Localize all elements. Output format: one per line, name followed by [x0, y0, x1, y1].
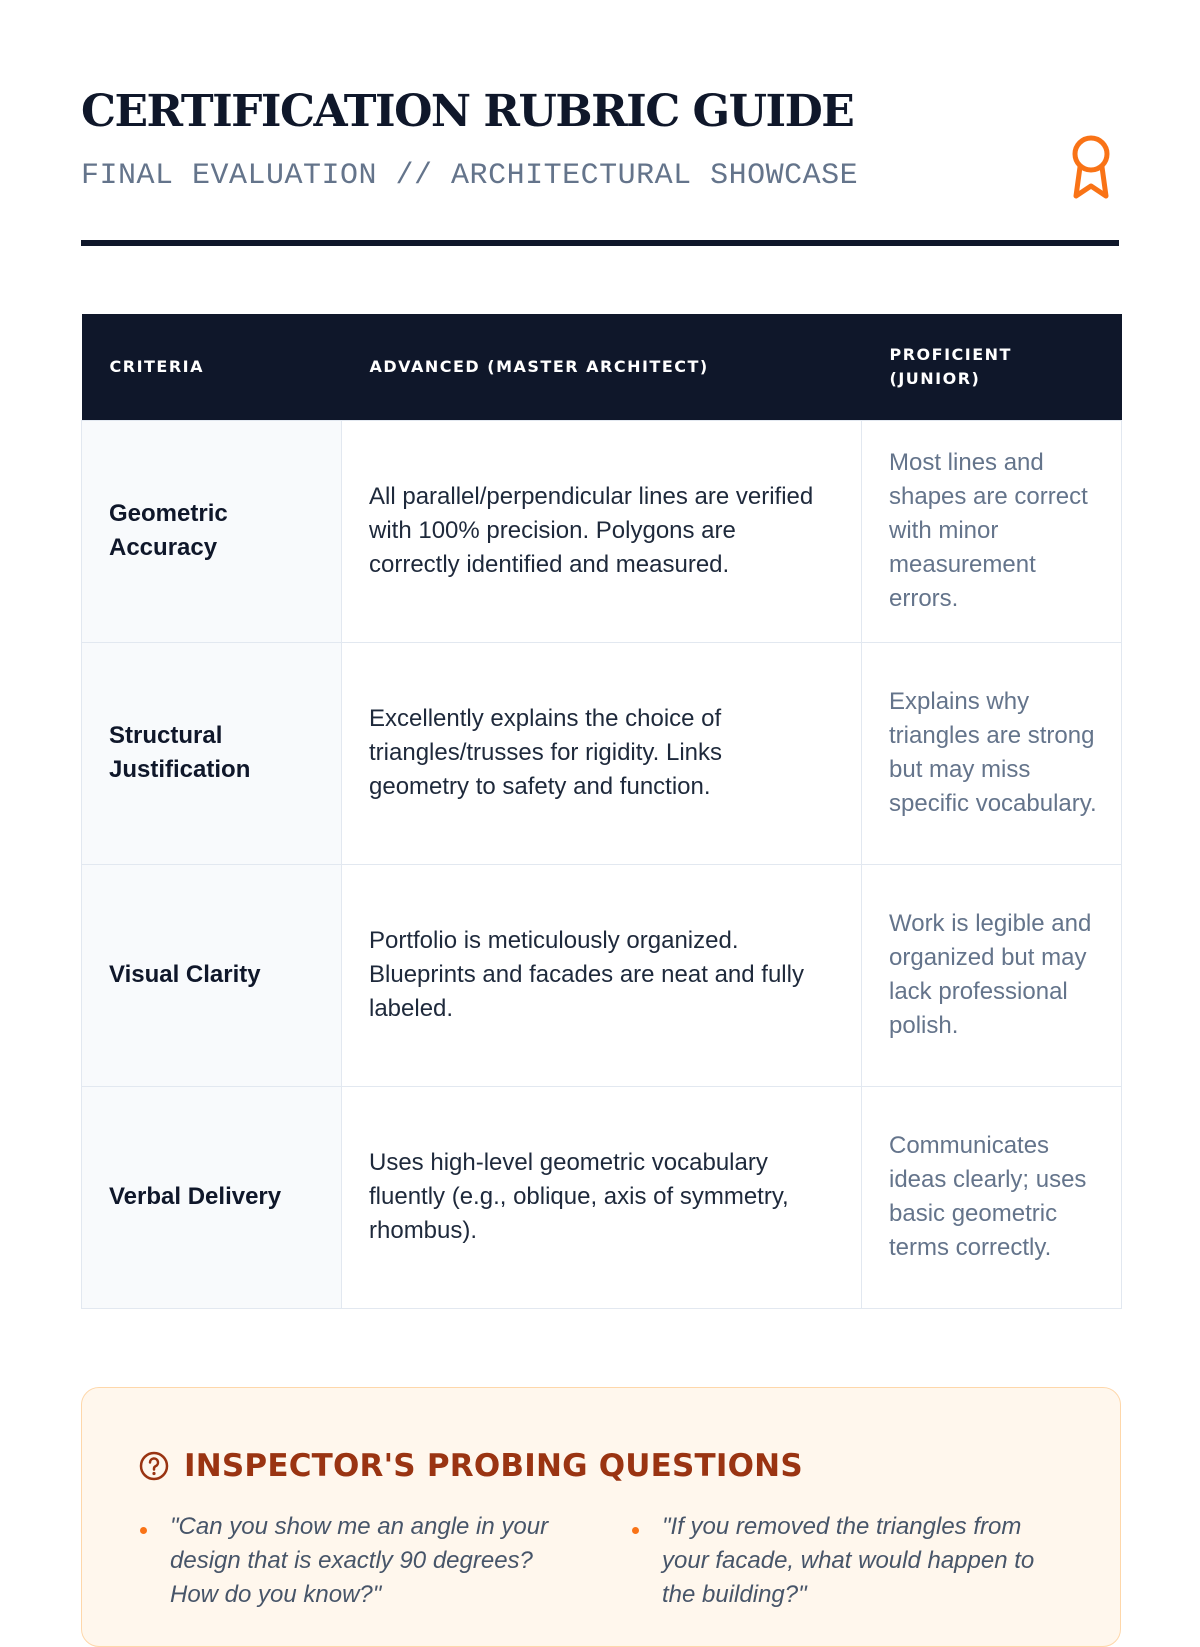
- page-subtitle: FINAL EVALUATION // ARCHITECTURAL SHOWCASE: [81, 159, 859, 193]
- advanced-cell: Portfolio is meticulously organized. Blueprints and facades are neat and fully labeled.: [342, 864, 862, 1086]
- advanced-cell: Uses high-level geometric vocabulary fluently (e.g., oblique, axis of symmetry, rhombus).: [342, 1086, 862, 1308]
- criteria-cell: Structural Justification: [82, 642, 342, 864]
- column-header-proficient: PROFICIENT (JUNIOR): [889, 344, 1012, 388]
- proficient-cell: Communicates ideas clearly; uses basic geometric terms correctly.: [862, 1086, 1122, 1308]
- questions-list: [138, 1510, 1064, 1612]
- column-header-advanced: ADVANCED (MASTER ARCHITECT): [369, 356, 709, 376]
- proficient-cell: Most lines and shapes are correct with minor measurement errors.: [862, 420, 1122, 642]
- criteria-cell: Visual Clarity: [82, 864, 342, 1086]
- proficient-cell: Explains why triangles are strong but may miss specific vocabulary.: [862, 642, 1122, 864]
- probing-questions-callout: [81, 1387, 1121, 1647]
- header-divider: [81, 240, 1119, 246]
- criteria-cell: Verbal Delivery: [82, 1086, 342, 1308]
- list-item: "If you removed the triangles from your facade, what would happen to the building?": [630, 1510, 1066, 1612]
- callout-title: INSPECTOR'S PROBING QUESTIONS: [184, 1448, 803, 1484]
- table-row: [82, 1086, 1122, 1308]
- criteria-cell: Geometric Accuracy: [82, 420, 342, 642]
- page-title: CERTIFICATION RUBRIC GUIDE: [81, 86, 854, 137]
- page-header: [81, 0, 1119, 250]
- rubric-header-row: [82, 314, 1122, 420]
- rubric-table: [81, 314, 1122, 1309]
- list-item: "Can you show me an angle in your design that is exactly 90 degrees? How do you know?": [138, 1510, 574, 1612]
- award-ribbon-icon: [1069, 134, 1113, 200]
- question-circle-icon: [138, 1450, 170, 1482]
- table-row: [82, 864, 1122, 1086]
- table-row: [82, 642, 1122, 864]
- column-header-criteria: CRITERIA: [109, 356, 205, 376]
- advanced-cell: Excellently explains the choice of triangles/trusses for rigidity. Links geometry to safety and function.: [342, 642, 862, 864]
- advanced-cell: All parallel/perpendicular lines are verified with 100% precision. Polygons are correctly identified and measured.: [342, 420, 862, 642]
- table-row: [82, 420, 1122, 642]
- callout-heading: [138, 1444, 1064, 1488]
- proficient-cell: Work is legible and organized but may lack professional polish.: [862, 864, 1122, 1086]
